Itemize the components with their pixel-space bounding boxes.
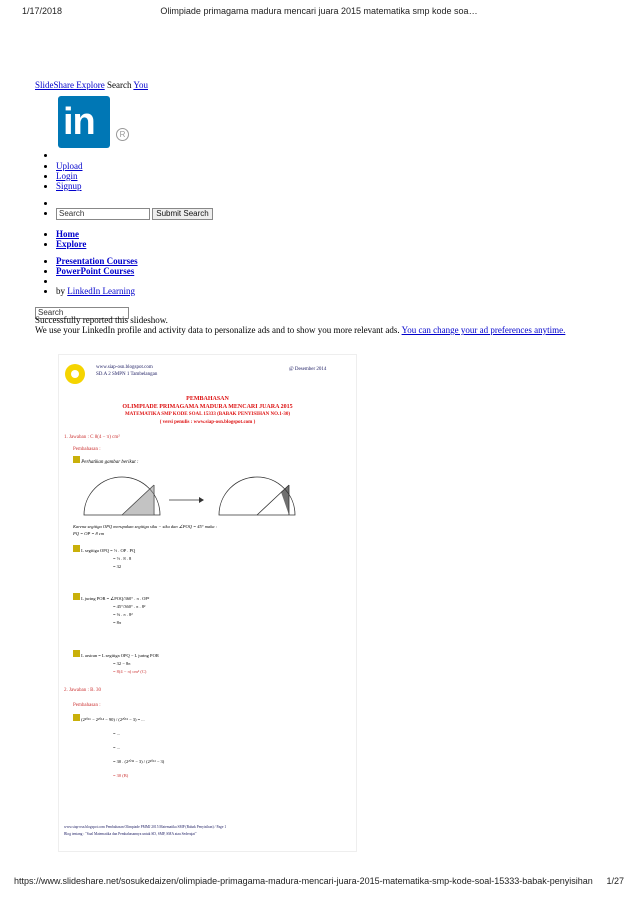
- search-label: Search: [106, 80, 132, 90]
- slide-h1: PEMBAHASAN: [186, 396, 229, 402]
- slide-date: @ Desember 2014: [289, 367, 327, 372]
- slide-calc-4: [73, 713, 164, 783]
- slide-karena: Karena segitiga OPQ merupakan segitiga siku − siku dan ∠POQ = 45° maka :: [73, 524, 218, 529]
- linkedin-learning-link[interactable]: LinkedIn Learning: [67, 286, 135, 296]
- list-item: [56, 239, 86, 249]
- calc-line: = 30 . (2²⁰¹³ − 3) / (2²⁰¹³ − 3): [113, 759, 165, 764]
- linkedin-logo-text: in: [63, 101, 95, 143]
- print-title: Olimpiade primagama madura mencari juara 2015 matematika smp kode soa…: [160, 6, 478, 16]
- top-nav: [35, 80, 148, 90]
- calc-line: L segitiga OPQ = ½ . OP . PQ: [81, 548, 136, 553]
- by-label: by: [56, 286, 65, 296]
- calc-line: = 8(4 − π) cm² (C): [113, 669, 147, 674]
- print-page-count: 1/27: [606, 876, 624, 886]
- submit-search-button[interactable]: Submit Search: [152, 208, 212, 220]
- calc-line: = ...: [113, 731, 121, 736]
- list-item: [56, 198, 213, 208]
- slide-perhatikan-text: Perhatikan gambar berikut :: [81, 460, 139, 465]
- calc-line: (2²⁰¹⁶ − 2²⁰¹⁴ − 90) / (2²⁰¹³ − 3) = ...: [81, 717, 145, 722]
- list-item: [56, 161, 83, 171]
- list-item: [56, 208, 213, 220]
- account-links: [38, 161, 83, 191]
- step-icon: [73, 545, 80, 552]
- home-link[interactable]: Home: [56, 229, 79, 239]
- slide-logo-icon: [64, 363, 86, 385]
- list-item: [56, 181, 83, 191]
- print-url: https://www.slideshare.net/sosukedaizen/olimpiade-primagama-madura-mencari-juara-2015-matematika-smp-kode-soal-15333-babak-penyisihan: [14, 876, 593, 886]
- list-item: [56, 229, 86, 239]
- slide-perhatikan: [73, 456, 139, 465]
- calc-line: L arsiran = L segitiga OPQ − L juring POR: [81, 653, 159, 658]
- ad-preferences-link[interactable]: You can change your ad preferences anytime.: [401, 325, 566, 335]
- reported-message: Successfully reported this slideshow.: [35, 315, 168, 325]
- search-input[interactable]: Search: [56, 208, 150, 220]
- step-icon: [73, 714, 80, 721]
- slide-site: www.siap-osn.blogspot.com: [96, 365, 153, 370]
- calc-line: = 8π: [113, 620, 122, 625]
- slide-q1: 1. Jawaban : C 8(4 − π) cm²: [64, 435, 120, 440]
- slide-pq: PQ = OP = 8 cm: [73, 531, 105, 536]
- slide-calc-2: [73, 593, 149, 627]
- list-item: [56, 266, 138, 276]
- search-form-list: [38, 198, 213, 220]
- step-icon: [73, 650, 80, 657]
- linkedin-logo[interactable]: [58, 96, 110, 148]
- slide-pembahasan-2: Pembahasan :: [73, 703, 101, 708]
- courses-list: [38, 256, 138, 296]
- step-icon: [73, 456, 80, 463]
- search-input-secondary[interactable]: Search: [35, 307, 129, 319]
- upload-link[interactable]: Upload: [56, 161, 83, 171]
- list-item: [56, 276, 138, 286]
- slide-footer-1: www.siap-osn.blogspot.com Pembahasan Olimpiade PMMJ 2015 Matematika SMP (Babak Penyisihan) / Page 1: [64, 825, 227, 829]
- step-icon: [73, 593, 80, 600]
- calc-line: = ...: [113, 745, 121, 750]
- slide-pembahasan: Pembahasan :: [73, 447, 101, 452]
- slide-calc-1: [73, 545, 135, 571]
- calc-line: = 45°/360° . π . 8²: [113, 604, 146, 609]
- presentation-courses-link[interactable]: Presentation Courses: [56, 256, 138, 266]
- slide-footer-2: Blog tentang : "Soal Matematika dan Pembahasannya untuk SD, SMP, SMA atau Sederajat": [64, 832, 197, 836]
- calc-line: = 30 (B): [113, 773, 129, 778]
- calc-line: = ⅛ . π . 8²: [113, 612, 133, 617]
- explore-link[interactable]: Explore: [56, 239, 87, 249]
- slide-q2: 2. Jawaban : B. 30: [64, 688, 101, 693]
- calc-line: = ½ . 8 . 8: [113, 556, 132, 561]
- slide-h3: MATEMATIKA SMP KODE SOAL 15333 (BABAK PENYISIHAN NO.1-30): [124, 412, 291, 417]
- ads-text: We use your LinkedIn profile and activity data to personalize ads and to show you more relevant ads.: [35, 325, 400, 335]
- list-item: [56, 256, 138, 266]
- main-links: [38, 229, 86, 249]
- logo-bullet-list: [38, 150, 56, 160]
- slide-school: SD.A 2 SMPN 1 Tambelangan: [96, 372, 158, 377]
- slideshare-explore-link[interactable]: SlideShare Explore: [35, 80, 105, 90]
- slide-h2: OLIMPIADE PRIMAGAMA MADURA MENCARI JUARA 2015: [122, 404, 293, 410]
- print-date: 1/17/2018: [22, 6, 63, 16]
- slide-h4: ( versi penulis : www.siap-osn.blogspot.com ): [159, 420, 256, 425]
- ads-message: [35, 325, 565, 335]
- slide-page: [58, 354, 357, 852]
- login-link[interactable]: Login: [56, 171, 78, 181]
- signup-link[interactable]: Signup: [56, 181, 82, 191]
- list-item: [56, 286, 138, 296]
- registered-icon: R: [116, 128, 129, 141]
- list-item: [56, 171, 83, 181]
- semicircle-figure: [79, 470, 309, 520]
- calc-line: = 32 − 8π: [113, 661, 131, 666]
- slide-calc-3: [73, 650, 159, 676]
- calc-line: L juring POR = ∠POQ/360° . π . OP²: [81, 596, 150, 601]
- calc-line: = 32: [113, 564, 122, 569]
- you-link[interactable]: You: [133, 80, 149, 90]
- powerpoint-courses-link[interactable]: PowerPoint Courses: [56, 266, 135, 276]
